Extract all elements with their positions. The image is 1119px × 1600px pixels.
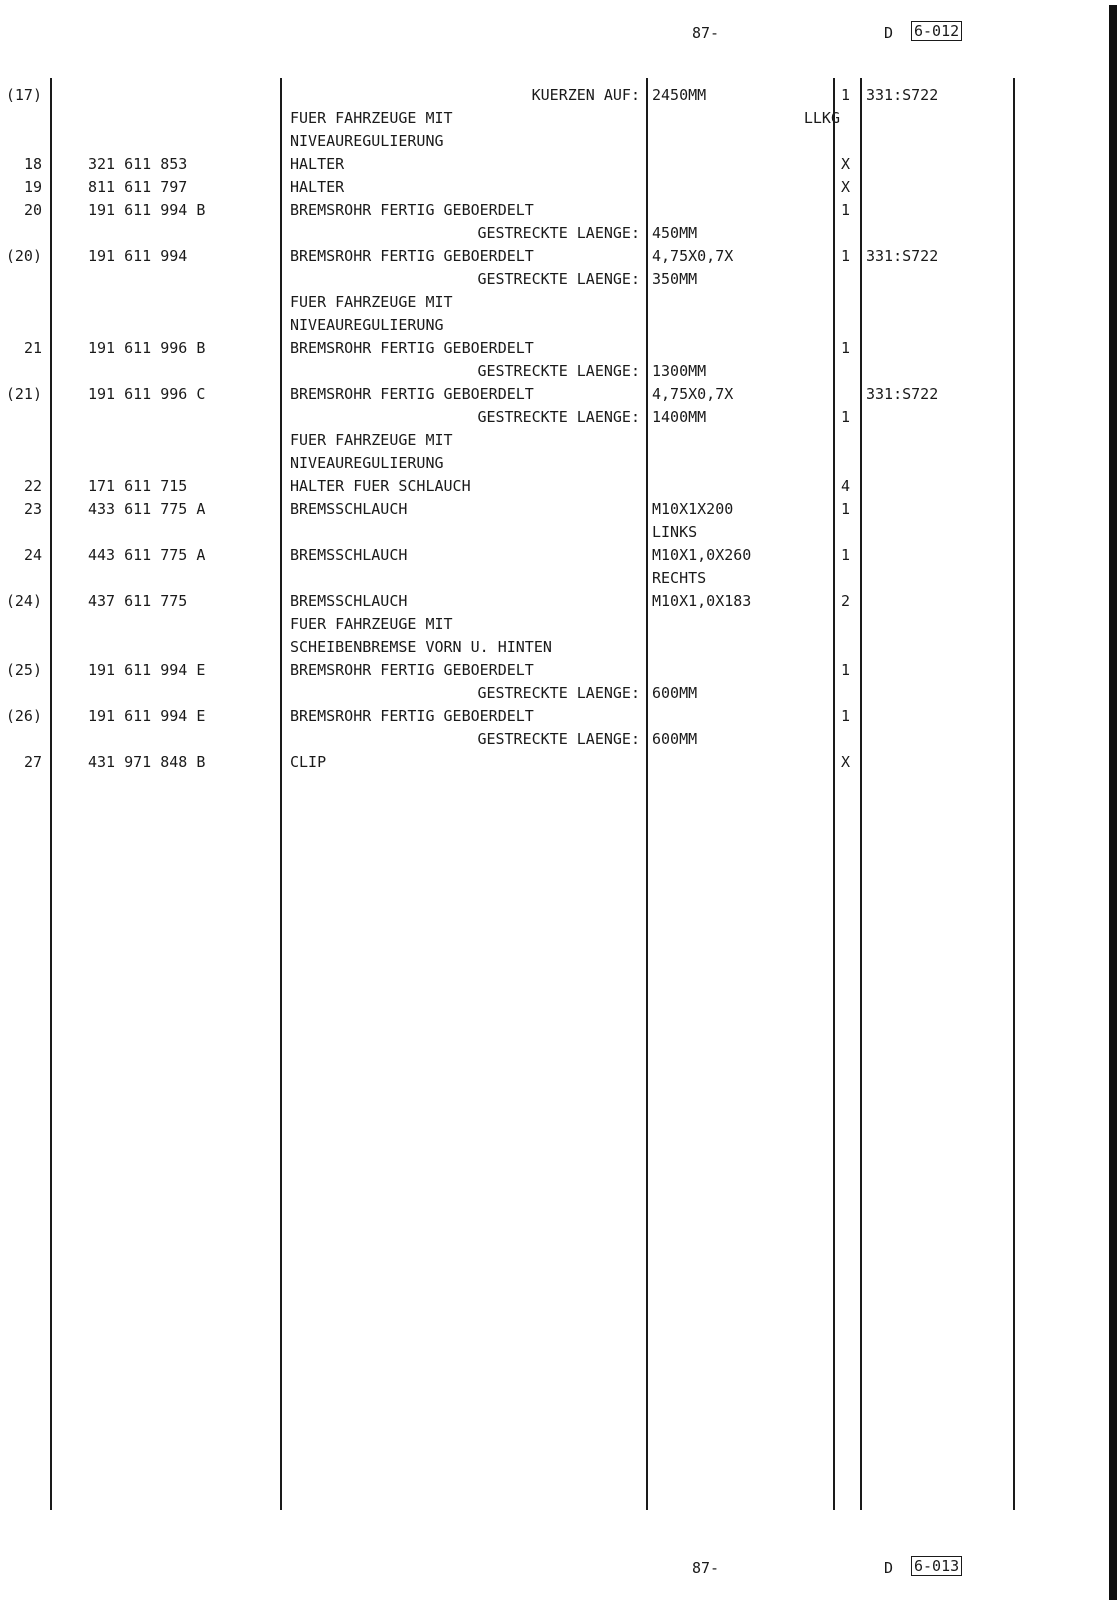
description: CLIP bbox=[290, 753, 327, 771]
specification: LINKS bbox=[652, 523, 698, 541]
table-row bbox=[0, 682, 1119, 705]
table-row bbox=[0, 728, 1119, 751]
item-position: (17) bbox=[5, 86, 42, 104]
item-position: 21 bbox=[23, 339, 42, 357]
part-number: 171 611 715 bbox=[88, 477, 188, 495]
header-page-number: 87- bbox=[692, 24, 720, 42]
part-number: 191 611 996 B bbox=[88, 339, 206, 357]
item-position: 27 bbox=[23, 753, 42, 771]
footer-page-number: 87- bbox=[692, 1559, 720, 1577]
description: HALTER bbox=[290, 155, 345, 173]
description: FUER FAHRZEUGE MIT bbox=[290, 615, 453, 633]
description-continuation: GESTRECKTE LAENGE: bbox=[477, 362, 640, 380]
table-row bbox=[0, 107, 1119, 130]
table-row bbox=[0, 475, 1119, 498]
table-row bbox=[0, 659, 1119, 682]
description: BREMSROHR FERTIG GEBOERDELT bbox=[290, 201, 534, 219]
table-row bbox=[0, 268, 1119, 291]
part-number: 191 611 994 E bbox=[88, 707, 206, 725]
item-position: 22 bbox=[23, 477, 42, 495]
part-number: 191 611 994 bbox=[88, 247, 188, 265]
table-row bbox=[0, 314, 1119, 337]
table-row bbox=[0, 613, 1119, 636]
item-position: (20) bbox=[5, 247, 42, 265]
specification: 4,75X0,7X bbox=[652, 385, 734, 403]
table-row bbox=[0, 84, 1119, 107]
description: FUER FAHRZEUGE MIT bbox=[290, 431, 453, 449]
specification: M10X1X200 bbox=[652, 500, 734, 518]
description: HALTER FUER SCHLAUCH bbox=[290, 477, 471, 495]
table-row bbox=[0, 153, 1119, 176]
description: FUER FAHRZEUGE MIT bbox=[290, 109, 453, 127]
code: 331:S722 bbox=[866, 247, 939, 265]
quantity: 4 bbox=[840, 477, 850, 495]
item-position: (26) bbox=[5, 707, 42, 725]
specification: M10X1,0X260 bbox=[652, 546, 752, 564]
table-row bbox=[0, 222, 1119, 245]
quantity: 1 bbox=[840, 500, 850, 518]
description: BREMSROHR FERTIG GEBOERDELT bbox=[290, 385, 534, 403]
description: NIVEAUREGULIERUNG bbox=[290, 454, 444, 472]
item-position: 20 bbox=[23, 201, 42, 219]
quantity: 1 bbox=[840, 546, 850, 564]
quantity: 1 bbox=[840, 86, 850, 104]
header-prefix: D bbox=[884, 24, 894, 42]
part-number: 433 611 775 A bbox=[88, 500, 206, 518]
table-row bbox=[0, 705, 1119, 728]
description: BREMSSCHLAUCH bbox=[290, 546, 408, 564]
description-continuation: GESTRECKTE LAENGE: bbox=[477, 224, 640, 242]
code: 331:S722 bbox=[866, 385, 939, 403]
description-continuation: GESTRECKTE LAENGE: bbox=[477, 684, 640, 702]
description: HALTER bbox=[290, 178, 345, 196]
part-number: 437 611 775 bbox=[88, 592, 188, 610]
part-number: 321 611 853 bbox=[88, 155, 188, 173]
footer-prefix: D bbox=[884, 1559, 894, 1577]
table-row bbox=[0, 429, 1119, 452]
model-note: LLKG bbox=[803, 109, 840, 127]
description-continuation: GESTRECKTE LAENGE: bbox=[477, 408, 640, 426]
table-row bbox=[0, 291, 1119, 314]
table-row bbox=[0, 452, 1119, 475]
table-row bbox=[0, 544, 1119, 567]
quantity: X bbox=[840, 155, 850, 173]
table-row bbox=[0, 636, 1119, 659]
part-number: 431 971 848 B bbox=[88, 753, 206, 771]
item-position: (21) bbox=[5, 385, 42, 403]
table-row bbox=[0, 199, 1119, 222]
item-position: (25) bbox=[5, 661, 42, 679]
table-row bbox=[0, 406, 1119, 429]
quantity: 1 bbox=[840, 201, 850, 219]
part-number: 191 611 994 B bbox=[88, 201, 206, 219]
description: BREMSSCHLAUCH bbox=[290, 500, 408, 518]
quantity: 2 bbox=[840, 592, 850, 610]
table-row bbox=[0, 751, 1119, 774]
specification: 1400MM bbox=[652, 408, 707, 426]
table-row bbox=[0, 245, 1119, 268]
description: SCHEIBENBREMSE VORN U. HINTEN bbox=[290, 638, 552, 656]
table-row bbox=[0, 383, 1119, 406]
quantity: 1 bbox=[840, 707, 850, 725]
table-row bbox=[0, 521, 1119, 544]
description: BREMSROHR FERTIG GEBOERDELT bbox=[290, 661, 534, 679]
table-row bbox=[0, 498, 1119, 521]
quantity: 1 bbox=[840, 408, 850, 426]
quantity: 1 bbox=[840, 661, 850, 679]
quantity: 1 bbox=[840, 339, 850, 357]
quantity: X bbox=[840, 753, 850, 771]
table-row bbox=[0, 130, 1119, 153]
description: BREMSROHR FERTIG GEBOERDELT bbox=[290, 707, 534, 725]
table-row bbox=[0, 360, 1119, 383]
quantity: X bbox=[840, 178, 850, 196]
description: NIVEAUREGULIERUNG bbox=[290, 316, 444, 334]
description-continuation: GESTRECKTE LAENGE: bbox=[477, 270, 640, 288]
description: NIVEAUREGULIERUNG bbox=[290, 132, 444, 150]
parts-list bbox=[0, 84, 1119, 774]
part-number: 191 611 996 C bbox=[88, 385, 206, 403]
description: BREMSROHR FERTIG GEBOERDELT bbox=[290, 247, 534, 265]
code: 331:S722 bbox=[866, 86, 939, 104]
specification: 4,75X0,7X bbox=[652, 247, 734, 265]
specification: 2450MM bbox=[652, 86, 707, 104]
specification: 600MM bbox=[652, 730, 698, 748]
part-number: 443 611 775 A bbox=[88, 546, 206, 564]
part-number: 191 611 994 E bbox=[88, 661, 206, 679]
part-number: 811 611 797 bbox=[88, 178, 188, 196]
description: BREMSROHR FERTIG GEBOERDELT bbox=[290, 339, 534, 357]
specification: RECHTS bbox=[652, 569, 707, 587]
table-row bbox=[0, 590, 1119, 613]
quantity: 1 bbox=[840, 247, 850, 265]
description: BREMSSCHLAUCH bbox=[290, 592, 408, 610]
specification: 1300MM bbox=[652, 362, 707, 380]
specification: 600MM bbox=[652, 684, 698, 702]
item-position: (24) bbox=[5, 592, 42, 610]
table-row bbox=[0, 567, 1119, 590]
header-ref-box: 6-012 bbox=[911, 21, 962, 41]
specification: M10X1,0X183 bbox=[652, 592, 752, 610]
table-row bbox=[0, 337, 1119, 360]
description: FUER FAHRZEUGE MIT bbox=[290, 293, 453, 311]
item-position: 23 bbox=[23, 500, 42, 518]
specification: 350MM bbox=[652, 270, 698, 288]
item-position: 18 bbox=[23, 155, 42, 173]
footer-ref-box: 6-013 bbox=[911, 1556, 962, 1576]
specification: 450MM bbox=[652, 224, 698, 242]
table-row bbox=[0, 176, 1119, 199]
item-position: 24 bbox=[23, 546, 42, 564]
item-position: 19 bbox=[23, 178, 42, 196]
description-continuation: GESTRECKTE LAENGE: bbox=[477, 730, 640, 748]
description-continuation: KUERZEN AUF: bbox=[531, 86, 640, 104]
